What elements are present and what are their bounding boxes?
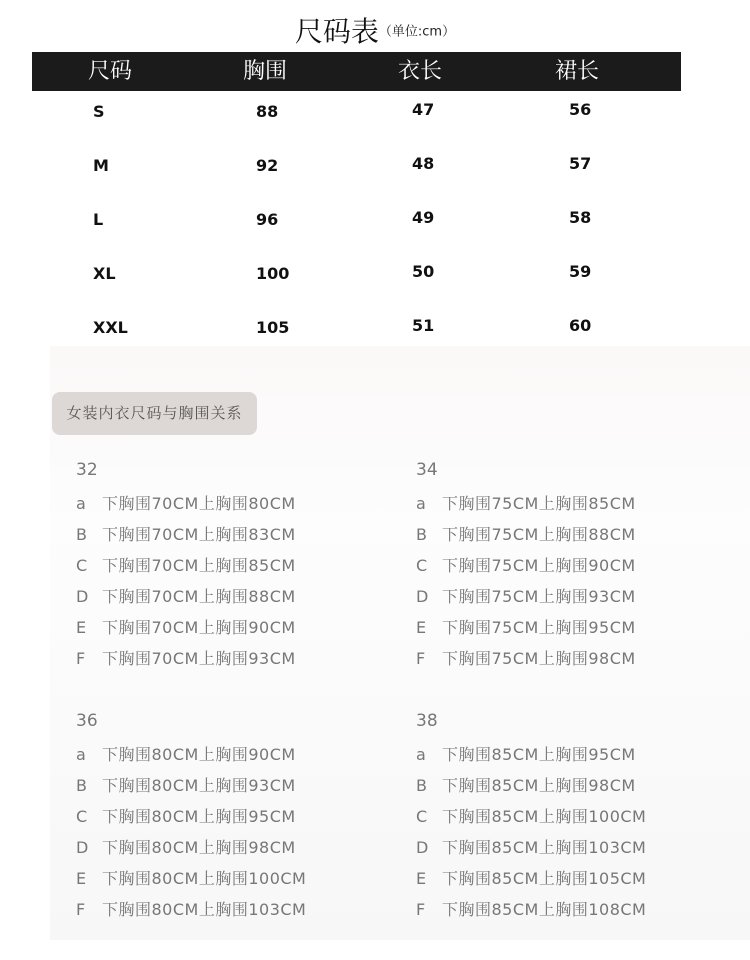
table-row xyxy=(0,210,750,240)
cup-measure: 下胸围70CM上胸围85CM xyxy=(102,556,296,575)
bra-chart-label: 女装内衣尺码与胸围关系 xyxy=(52,392,257,435)
cup-letter: a xyxy=(416,494,427,513)
cup-line xyxy=(76,866,306,889)
table-row xyxy=(0,264,750,294)
cup-line xyxy=(416,866,646,889)
cup-measure: 下胸围70CM上胸围80CM xyxy=(102,494,296,513)
cup-letter: F xyxy=(416,649,426,668)
cup-letter: E xyxy=(416,618,427,637)
table-row xyxy=(0,156,750,186)
cup-line xyxy=(76,491,296,514)
cup-measure: 下胸围75CM上胸围93CM xyxy=(442,587,636,606)
cup-line xyxy=(416,584,636,607)
cup-measure: 下胸围70CM上胸围90CM xyxy=(102,618,296,637)
header-length: 衣长 xyxy=(397,59,442,84)
cup-line xyxy=(416,522,636,545)
cup-line xyxy=(416,804,646,827)
cup-letter: E xyxy=(76,869,87,888)
cup-line xyxy=(76,773,296,796)
cup-letter: F xyxy=(76,649,86,668)
cell-size: L xyxy=(93,210,104,229)
cup-letter: D xyxy=(416,838,429,857)
cell-length: 47 xyxy=(412,100,435,119)
cup-measure: 下胸围70CM上胸围83CM xyxy=(102,525,296,544)
band-size: 32 xyxy=(76,460,98,480)
cup-line xyxy=(76,615,296,638)
cell-skirt: 57 xyxy=(569,154,592,173)
cup-measure: 下胸围75CM上胸围98CM xyxy=(442,649,636,668)
cup-measure: 下胸围80CM上胸围98CM xyxy=(102,838,296,857)
cup-measure: 下胸围75CM上胸围85CM xyxy=(442,494,636,513)
bra-block-34 xyxy=(416,460,716,670)
cell-length: 48 xyxy=(412,154,435,173)
cup-measure: 下胸围80CM上胸围95CM xyxy=(102,807,296,826)
cup-measure: 下胸围80CM上胸围90CM xyxy=(102,745,296,764)
cup-line xyxy=(416,773,636,796)
cup-line xyxy=(416,742,636,765)
table-row xyxy=(0,318,750,348)
cup-letter: C xyxy=(416,807,428,826)
band-size: 36 xyxy=(76,711,98,731)
cup-line xyxy=(76,584,296,607)
cup-letter: F xyxy=(76,900,86,919)
cup-letter: C xyxy=(416,556,428,575)
cup-measure: 下胸围85CM上胸围98CM xyxy=(442,776,636,795)
cell-bust: 105 xyxy=(256,318,290,337)
band-size: 38 xyxy=(416,711,438,731)
cup-line xyxy=(76,897,306,920)
cell-skirt: 58 xyxy=(569,208,592,227)
cup-letter: C xyxy=(76,807,88,826)
table-row xyxy=(0,102,750,132)
header-skirt-length: 裙长 xyxy=(554,59,599,84)
cell-size: M xyxy=(93,156,109,175)
cup-measure: 下胸围85CM上胸围100CM xyxy=(442,807,647,826)
cup-letter: a xyxy=(416,745,427,764)
cup-line xyxy=(416,835,646,858)
cup-letter: D xyxy=(76,838,89,857)
cup-letter: D xyxy=(76,587,89,606)
cup-measure: 下胸围85CM上胸围95CM xyxy=(442,745,636,764)
cup-line xyxy=(76,742,296,765)
cup-line xyxy=(416,615,636,638)
bra-block-36 xyxy=(76,711,376,921)
size-table-header xyxy=(32,52,681,91)
title-unit: （单位:cm） xyxy=(378,24,456,40)
cup-letter: a xyxy=(76,745,87,764)
cup-measure: 下胸围80CM上胸围103CM xyxy=(102,900,307,919)
cup-letter: E xyxy=(76,618,87,637)
cup-measure: 下胸围75CM上胸围95CM xyxy=(442,618,636,637)
cell-length: 51 xyxy=(412,316,435,335)
cup-letter: B xyxy=(416,525,428,544)
cell-size: XXL xyxy=(93,318,128,337)
header-size: 尺码 xyxy=(87,59,132,84)
cup-line xyxy=(416,646,636,669)
cup-measure: 下胸围70CM上胸围93CM xyxy=(102,649,296,668)
cell-bust: 100 xyxy=(256,264,290,283)
cell-length: 50 xyxy=(412,262,435,281)
cell-bust: 92 xyxy=(256,156,279,175)
cell-length: 49 xyxy=(412,208,435,227)
cup-letter: C xyxy=(76,556,88,575)
cup-letter: E xyxy=(416,869,427,888)
bra-block-38 xyxy=(416,711,716,921)
cup-letter: F xyxy=(416,900,426,919)
page-title xyxy=(0,10,750,50)
bra-block-32 xyxy=(76,460,376,670)
cell-skirt: 56 xyxy=(569,100,592,119)
title-main: 尺码表 xyxy=(294,15,379,48)
cup-measure: 下胸围85CM上胸围103CM xyxy=(442,838,647,857)
cup-line xyxy=(76,646,296,669)
cup-measure: 下胸围75CM上胸围90CM xyxy=(442,556,636,575)
cell-size: XL xyxy=(93,264,116,283)
cup-measure: 下胸围85CM上胸围108CM xyxy=(442,900,647,919)
cup-measure: 下胸围80CM上胸围100CM xyxy=(102,869,307,888)
cup-letter: a xyxy=(76,494,87,513)
cup-line xyxy=(416,553,636,576)
band-size: 34 xyxy=(416,460,438,480)
cup-letter: D xyxy=(416,587,429,606)
cup-line xyxy=(416,491,636,514)
cell-skirt: 59 xyxy=(569,262,592,281)
cell-size: S xyxy=(93,102,105,121)
cell-bust: 96 xyxy=(256,210,279,229)
cup-letter: B xyxy=(416,776,428,795)
cup-measure: 下胸围85CM上胸围105CM xyxy=(442,869,647,888)
cup-measure: 下胸围70CM上胸围88CM xyxy=(102,587,296,606)
cup-line xyxy=(416,897,646,920)
header-bust: 胸围 xyxy=(242,59,287,84)
cup-line xyxy=(76,553,296,576)
cell-bust: 88 xyxy=(256,102,279,121)
cup-line xyxy=(76,522,296,545)
cup-letter: B xyxy=(76,776,88,795)
cup-line xyxy=(76,835,296,858)
cup-letter: B xyxy=(76,525,88,544)
cup-measure: 下胸围80CM上胸围93CM xyxy=(102,776,296,795)
cup-measure: 下胸围75CM上胸围88CM xyxy=(442,525,636,544)
cell-skirt: 60 xyxy=(569,316,592,335)
cup-line xyxy=(76,804,296,827)
